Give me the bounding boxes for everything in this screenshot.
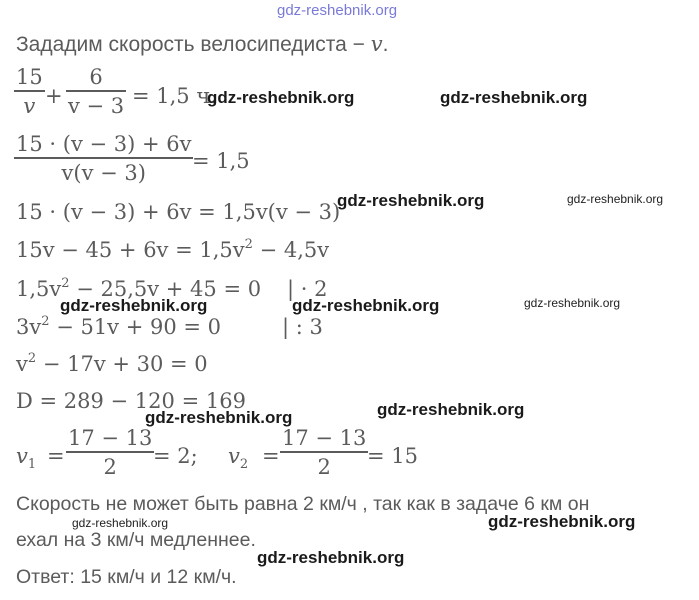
eq7-sup: 2 (27, 351, 37, 366)
eq8-line: D = 289 − 120 = 169 (16, 389, 246, 413)
eq4-b: − 4,5v (252, 238, 330, 262)
eq6-a: 3v (16, 315, 42, 339)
v1-sub: 1 (27, 457, 37, 472)
eq5-op: | · 2 (287, 277, 328, 301)
watermark: gdz-reshebnik.org (257, 548, 405, 567)
eq1-num2: 6 (89, 65, 103, 89)
v1-result: = 2; (153, 444, 198, 468)
eq2-bar (14, 157, 193, 159)
v1-den: 2 (103, 454, 117, 479)
watermark: gdz-reshebnik.org (60, 296, 208, 315)
v1-var: v (16, 444, 28, 468)
eq1-num1: 15 (16, 65, 43, 89)
eq1-plus: + (45, 84, 63, 108)
v2-var: v (228, 444, 240, 468)
eq1-den1: v (23, 93, 36, 118)
watermark: gdz-reshebnik.org (440, 88, 588, 107)
v2-sub: 2 (239, 457, 249, 472)
v2-frac (280, 427, 368, 478)
watermark: gdz-reshebnik.org (524, 296, 621, 310)
explanation-line-2: ехал на 3 км/ч медленнее. (16, 529, 256, 551)
eq1-frac1 (14, 66, 45, 117)
intro-line (16, 34, 389, 55)
eq1-rhs: = 1,5 ч. (132, 84, 217, 108)
v1-eq: = (47, 444, 65, 468)
v1-frac (66, 427, 154, 478)
v2-result: = 15 (367, 444, 418, 468)
v1-label (16, 444, 37, 472)
watermark: gdz-reshebnik.org (292, 296, 440, 315)
watermark: gdz-reshebnik.org (207, 88, 355, 107)
eq2-frac (14, 133, 193, 184)
eq6-op: | : 3 (282, 315, 323, 339)
answer-line: Ответ: 15 км/ч и 12 км/ч. (16, 566, 237, 588)
eq1-bar1 (14, 90, 45, 92)
eq2-num: 15 · (v − 3) + 6v (16, 132, 192, 156)
eq3-line: 15 · (v − 3) + 6v = 1,5v(v − 3) (16, 200, 341, 224)
eq6-b: − 51v + 90 = 0 (49, 315, 222, 339)
eq4-a: 15v − 45 + 6v = 1,5v (16, 238, 245, 262)
v2-label (228, 444, 249, 472)
eq1-den2: v − 3 (68, 93, 125, 118)
v2-den: 2 (317, 454, 331, 479)
watermark: gdz-reshebnik.org (377, 400, 525, 419)
watermark: gdz-reshebnik.org (337, 191, 485, 210)
intro-text: Зададим скорость велосипедиста − (16, 33, 371, 56)
eq5-a: 1,5v (16, 277, 62, 301)
eq2-rhs: = 1,5 (192, 149, 250, 173)
watermark: gdz-reshebnik.org (567, 192, 664, 206)
watermark: gdz-reshebnik.org (145, 408, 293, 427)
intro-end: . (382, 33, 389, 56)
eq4-sup: 2 (244, 237, 253, 252)
intro-var: v (370, 32, 383, 56)
eq1-bar2 (66, 90, 126, 92)
eq7-a: v (16, 352, 28, 376)
watermark: gdz-reshebnik.org (488, 512, 636, 531)
eq6-line (16, 314, 222, 339)
v2-eq: = (262, 444, 280, 468)
v1-bar (66, 451, 154, 453)
watermark-top: gdz-reshebnik.org (277, 2, 398, 19)
eq7-line (16, 351, 208, 376)
v1-num: 17 − 13 (68, 426, 153, 450)
eq6-sup: 2 (41, 314, 50, 329)
eq4-line (16, 237, 330, 262)
eq2-den: v(v − 3) (61, 160, 146, 185)
v2-bar (280, 451, 368, 453)
eq7-b: − 17v + 30 = 0 (36, 352, 208, 376)
v2-num: 17 − 13 (282, 426, 367, 450)
eq5-b: − 25,5v + 45 = 0 (69, 277, 262, 301)
explanation-line-1: Скорость не может быть равна 2 км/ч , так как в задаче 6 км он (16, 493, 590, 515)
watermark: gdz-reshebnik.org (72, 516, 169, 530)
eq1-frac2 (66, 66, 126, 117)
eq5-sup: 2 (61, 276, 70, 291)
